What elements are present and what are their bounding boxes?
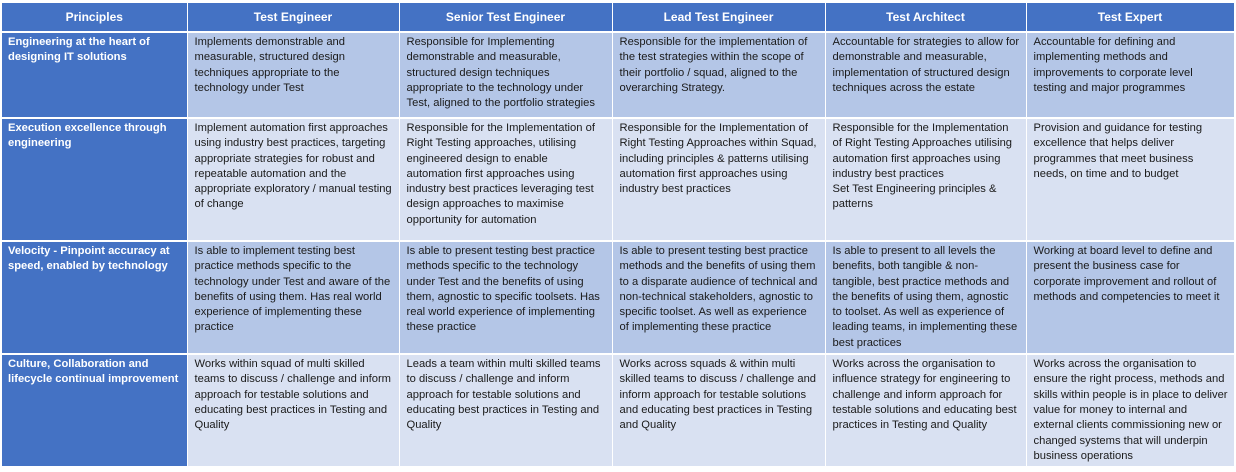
header-test-engineer: Test Engineer [187, 3, 399, 32]
table-row [2, 241, 1234, 354]
table-cell: Provision and guidance for testing excellence that helps deliver programmes that meet business needs, on time and to budget [1026, 118, 1234, 241]
table-cell: Responsible for the implementation of the test strategies within the scope of their portfolio / squad, aligned to the overarching Strategy. [612, 32, 825, 118]
header-senior-test-engineer: Senior Test Engineer [399, 3, 612, 32]
table-cell: Is able to present testing best practice methods specific to the technology under Test and the benefits of using them, agnostic to specific toolsets. Has real world experience of implementing these practice [399, 241, 612, 354]
table-cell: Responsible for the Implementation of Right Testing approaches, utilising engineered design to enable automation first approaches using industry best practices leveraging test design approaches to maximise opportunity for automation [399, 118, 612, 241]
table-row [2, 118, 1234, 241]
header-row [2, 3, 1234, 32]
table-cell: Works across the organisation to ensure the right process, methods and skills within people is in place to deliver value for money to internal and external clients commissioning new or changed systems that will underpin business operations [1026, 354, 1234, 467]
header-test-architect: Test Architect [825, 3, 1026, 32]
table-cell: Accountable for strategies to allow for demonstrable and measurable, implementation of structured design techniques across the estate [825, 32, 1026, 118]
table-cell: Is able to implement testing best practice methods specific to the technology under Test and aware of the benefits of using them. Has real world experience of implementing these practice [187, 241, 399, 354]
table-cell: Works across the organisation to influence strategy for engineering to challenge and inform approach for testable solutions and educating best practices in Testing and Quality [825, 354, 1026, 467]
table-cell: Implement automation first approaches using industry best practices, targeting appropriate strategies for robust and repeatable automation and the appropriate exploratory / manual testing of change [187, 118, 399, 241]
table-cell: Responsible for the Implementation of Right Testing Approaches within Squad, including principles & patterns utilising automation first approaches using industry best practices [612, 118, 825, 241]
principle-cell: Culture, Collaboration and lifecycle continual improvement [2, 354, 187, 467]
table-cell: Implements demonstrable and measurable, structured design techniques appropriate to the technology under Test [187, 32, 399, 118]
header-lead-test-engineer: Lead Test Engineer [612, 3, 825, 32]
table-cell: Working at board level to define and present the business case for corporate improvement and rollout of methods and competencies to meet it [1026, 241, 1234, 354]
principle-cell: Engineering at the heart of designing IT solutions [2, 32, 187, 118]
table-cell: Responsible for Implementing demonstrable and measurable, structured design techniques appropriate to the technology under Test, aligned to the portfolio strategies [399, 32, 612, 118]
table-cell: Is able to present to all levels the benefits, both tangible & non-tangible, best practice methods and the benefits of using them, agnostic to toolset. As well as experience of leading teams, in implementing these best practices [825, 241, 1026, 354]
table-row [2, 354, 1234, 467]
principle-cell: Execution excellence through engineering [2, 118, 187, 241]
header-principles: Principles [2, 3, 187, 32]
table-row [2, 32, 1234, 118]
table-cell: Works across squads & within multi skilled teams to discuss / challenge and inform approach for testable solutions and educating best practices in Testing and Quality [612, 354, 825, 467]
table-cell: Accountable for defining and implementing methods and improvements to corporate level testing and major programmes [1026, 32, 1234, 118]
header-test-expert: Test Expert [1026, 3, 1234, 32]
table-cell: Leads a team within multi skilled teams to discuss / challenge and inform approach for testable solutions and educating best practices in Testing and Quality [399, 354, 612, 467]
table-cell: Is able to present testing best practice methods and the benefits of using them to a disparate audience of technical and non-technical stakeholders, agnostic to specific toolset. As well as experience of implementing these practice [612, 241, 825, 354]
competency-table [2, 3, 1235, 468]
principle-cell: Velocity - Pinpoint accuracy at speed, enabled by technology [2, 241, 187, 354]
table-cell: Works within squad of multi skilled teams to discuss / challenge and inform approach for testable solutions and educating best practices in Testing and Quality [187, 354, 399, 467]
table-cell: Responsible for the Implementation of Right Testing Approaches utilising automation first approaches using industry best practices Set Test Engineering principles & patterns [825, 118, 1026, 241]
